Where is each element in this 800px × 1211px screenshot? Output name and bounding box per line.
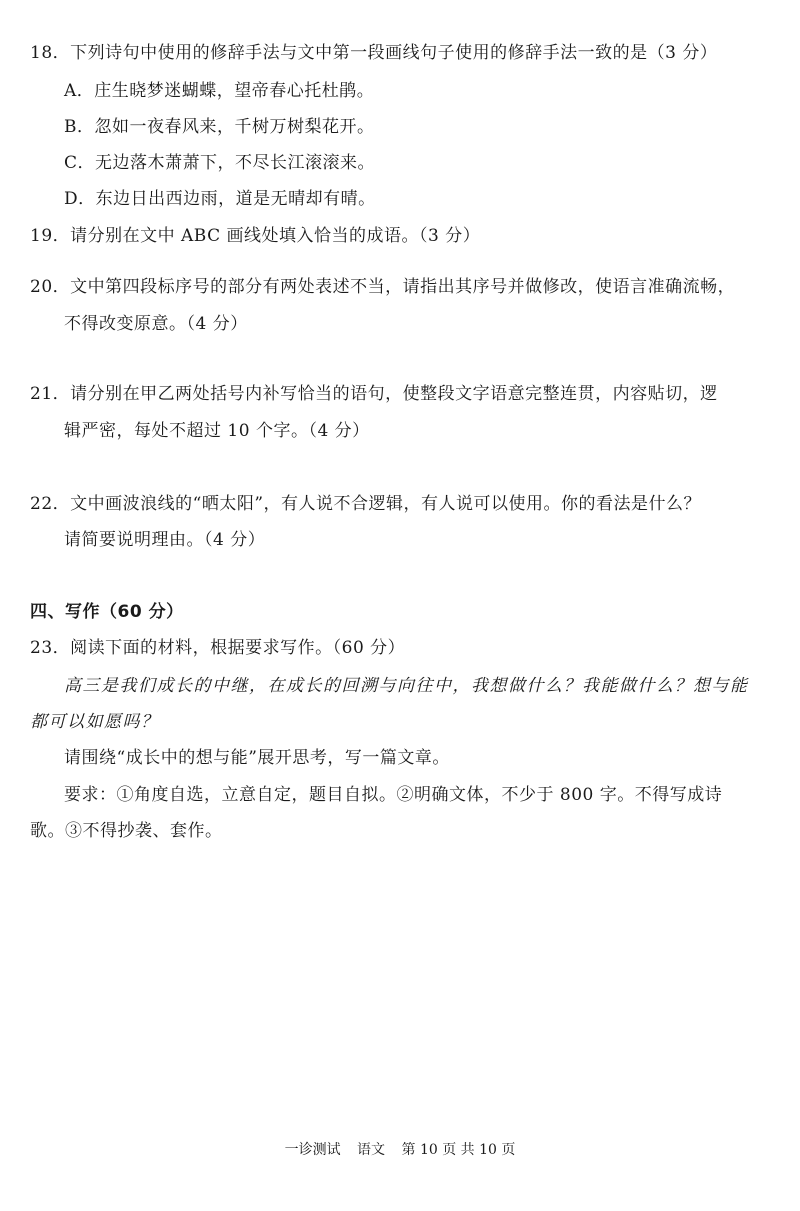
q20-stem-line2: 不得改变原意。（4 分） xyxy=(64,314,248,334)
q18-option-c: C．无边落木萧萧下，不尽长江滚滚来。 xyxy=(64,153,376,173)
q23-requirements-line1: 要求：①角度自选，立意自定，题目自拟。②明确文体，不少于 800 字。不得写成诗 xyxy=(64,785,723,805)
section-heading-writing: 四、写作（60 分） xyxy=(30,602,184,622)
footer-page-number: 第 10 页 共 10 页 xyxy=(401,1142,516,1158)
q23-instruction: 请围绕“成长中的想与能”展开思考，写一篇文章。 xyxy=(64,748,450,768)
q18-option-d: D．东边日出西边雨，道是无晴却有晴。 xyxy=(64,189,376,209)
q23-material-line2: 都可以如愿吗？ xyxy=(30,712,160,732)
q23-requirements-line2: 歌。③不得抄袭、套作。 xyxy=(30,821,223,841)
footer-exam-name: 一诊测试 xyxy=(284,1142,341,1158)
q21-stem-line2: 辑严密，每处不超过 10 个字。（4 分） xyxy=(64,421,370,441)
page-footer xyxy=(0,1141,800,1159)
q18-option-b: B．忽如一夜春风来，千树万树梨花开。 xyxy=(64,117,375,137)
q18-stem: 18．下列诗句中使用的修辞手法与文中第一段画线句子使用的修辞手法一致的是（3 分） xyxy=(30,43,718,63)
footer-subject: 语文 xyxy=(357,1142,386,1158)
q19-stem: 19．请分别在文中 ABC 画线处填入恰当的成语。（3 分） xyxy=(30,226,481,246)
q22-stem-line2: 请简要说明理由。（4 分） xyxy=(64,530,266,550)
q23-stem: 23．阅读下面的材料，根据要求写作。（60 分） xyxy=(30,638,406,658)
q23-material-line1: 高三是我们成长的中继，在成长的回溯与向往中，我想做什么？我能做什么？想与能 xyxy=(64,676,749,696)
q21-stem-line1: 21．请分别在甲乙两处括号内补写恰当的语句，使整段文字语意完整连贯，内容贴切，逻 xyxy=(30,384,718,404)
q20-stem-line1: 20．文中第四段标序号的部分有两处表述不当，请指出其序号并做修改，使语言准确流畅， xyxy=(30,277,736,297)
q22-stem-line1: 22．文中画波浪线的“晒太阳”，有人说不合逻辑，有人说可以使用。你的看法是什么？ xyxy=(30,494,702,514)
q18-option-a: A．庄生晓梦迷蝴蝶，望帝春心托杜鹃。 xyxy=(64,81,375,101)
